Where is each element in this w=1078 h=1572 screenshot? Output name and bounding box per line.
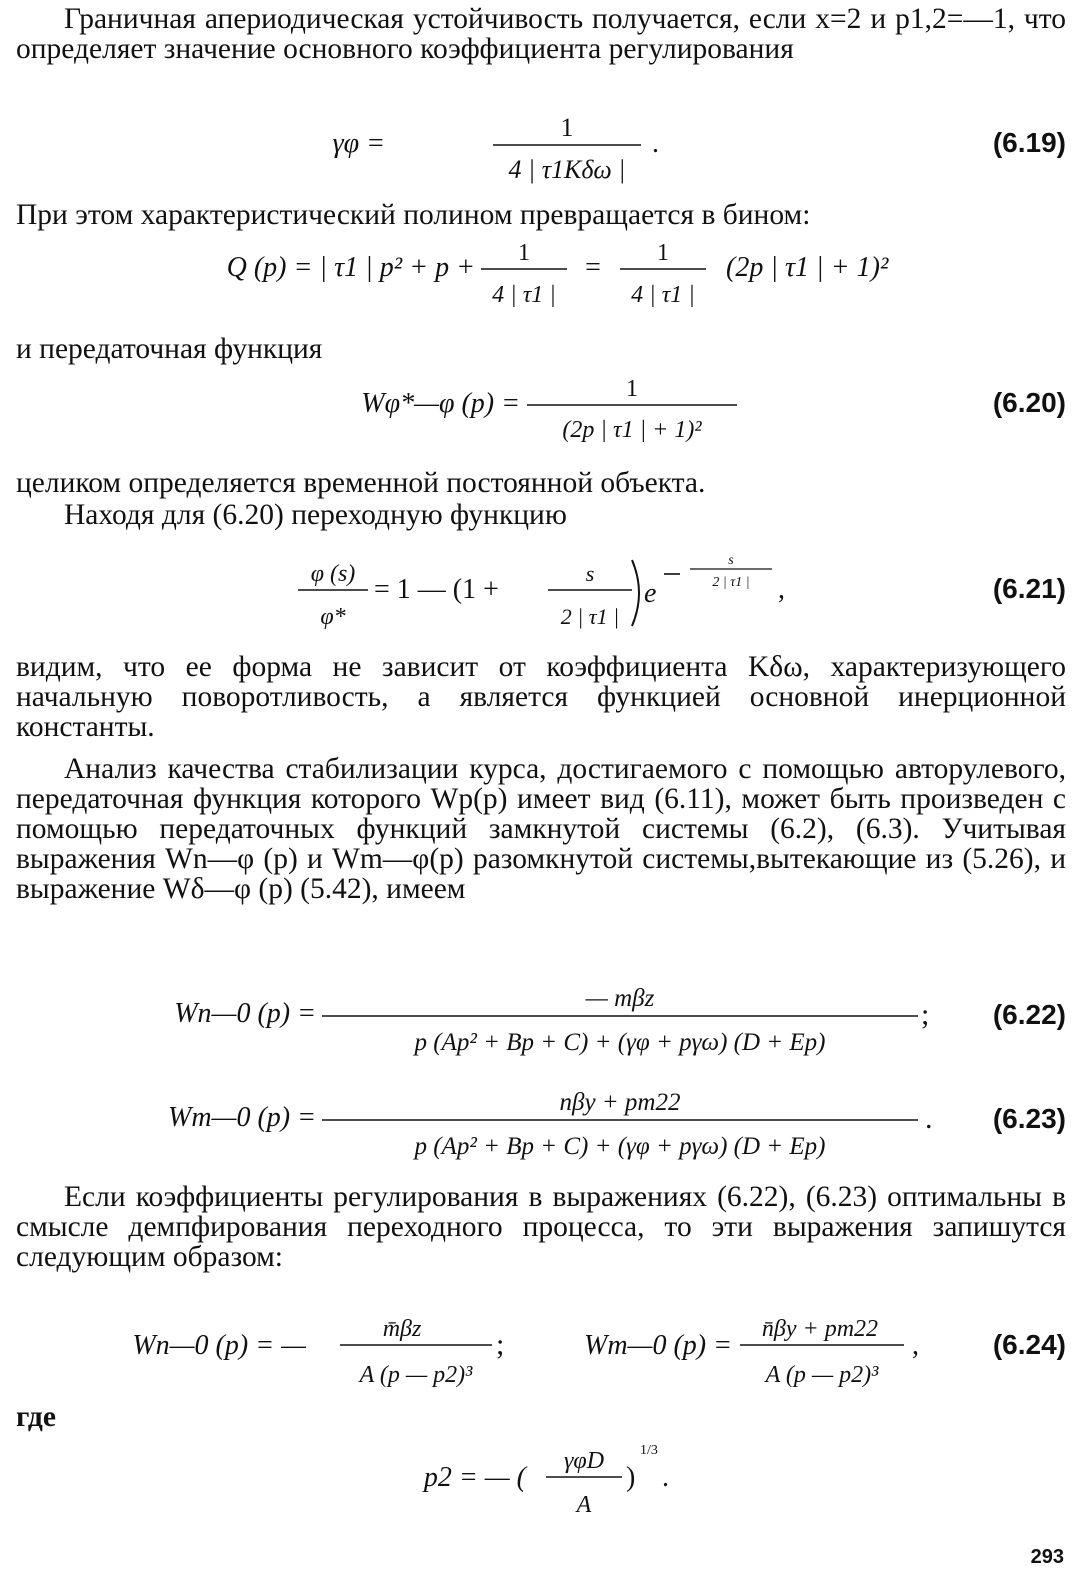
paragraph-2: При этом характеристический полином превращается в бином: (16, 199, 811, 231)
page-number: 293 (1030, 1546, 1064, 1568)
equation-6-21 (0, 548, 1078, 648)
eq620-label: (6.20) (992, 387, 1066, 418)
eq621-tail: , (778, 574, 785, 605)
paragraph-3: и передаточная функция (16, 333, 323, 365)
eq623-label: (6.23) (992, 1103, 1066, 1134)
eq624-lhs1: Wn—0 (p) = — (132, 1330, 306, 1361)
eq623-tail: . (925, 1102, 933, 1135)
eqQ-den2: 4 | τ1 | (631, 282, 695, 308)
eq624-sep: ; (496, 1328, 505, 1361)
equation-6-24 (0, 1302, 1078, 1394)
eq622-tail: ; (921, 998, 930, 1031)
eqQ-den1: 4 | τ1 | (492, 282, 556, 308)
eq624-num1: m̄βz (382, 1316, 422, 1342)
paragraph-5: Находя для (6.20) переходную функцию (64, 499, 567, 531)
eqp2-denominator: A (576, 1492, 592, 1518)
eq621-label: (6.21) (992, 573, 1066, 604)
equation-6-19 (0, 108, 1078, 188)
eq619-tail: . (652, 128, 659, 159)
eq623-lhs: Wm—0 (p) = (168, 1102, 316, 1133)
eq620-denominator: (2p | τ1 | + 1)² (562, 417, 702, 443)
eq619-lhs: γφ = (332, 128, 385, 159)
eq621-inner-den: 2 | τ1 | (560, 604, 620, 629)
eq624-label: (6.24) (992, 1329, 1066, 1360)
eq622-lhs: Wn—0 (p) = (174, 998, 316, 1029)
eq624-den2: A (p — p2)³ (765, 1362, 879, 1388)
equation-p2 (0, 1430, 1078, 1530)
eq624-den1: A (p — p2)³ (359, 1362, 473, 1388)
eq623-numerator: nβy + pm22 (559, 1089, 681, 1116)
eqQ-lhs: Q (p) = | τ1 | p² + p + (226, 252, 475, 283)
eqQ-num1: 1 (518, 240, 530, 266)
eqp2-rhs: ) (626, 1462, 636, 1493)
eq622-numerator: — mβz (585, 985, 655, 1012)
eq621-rhs: = 1 — (1 + (374, 574, 499, 605)
eq624-num2: n̄βy + pm22 (761, 1316, 879, 1342)
eq623-denominator: p (Ap² + Bp + C) + (γφ + pγω) (D + Ep) (414, 1133, 826, 1160)
eq619-numerator: 1 (560, 113, 574, 142)
eq619-denominator: 4 | τ1Kδω | (508, 155, 626, 184)
eq621-inner-num: s (585, 561, 595, 586)
eq621-lhs-num: φ (s) (310, 561, 356, 587)
eq620-numerator: 1 (626, 376, 638, 402)
eq619-label: (6.19) (992, 127, 1066, 158)
equation-6-22 (0, 978, 1078, 1060)
equation-6-20 (0, 366, 1078, 446)
eqp2-tail: . (662, 1462, 669, 1493)
eq620-lhs: Wφ*—φ (p) = (361, 388, 520, 419)
paragraph-4: целиком определяется временной постоянной объекта. (16, 467, 706, 499)
eqp2-lhs: p2 = — ( (423, 1462, 526, 1493)
eq621-exp-base: e (644, 578, 657, 609)
eqp2-exponent: 1/3 (640, 1443, 658, 1458)
eqp2-numerator: γφD (563, 1448, 605, 1474)
equation-6-23 (0, 1080, 1078, 1162)
paragraph-9: где (16, 1401, 56, 1433)
eq624-lhs2: Wm—0 (p) = (584, 1330, 732, 1361)
eq621-exp-den: 2 | τ1 | (712, 575, 750, 590)
eq622-denominator: p (Ap² + Bp + C) + (γφ + pγω) (D + Ep) (414, 1029, 826, 1056)
eq621-exp-num: s (728, 553, 734, 568)
equation-Q (0, 232, 1078, 312)
eqQ-num2: 1 (657, 240, 669, 266)
paragraph-6: видим, что ее форма не зависит от коэффициента Kδω, характеризующего начальную поворотливость, а является функцией основной инерционной константы. (16, 651, 1066, 743)
paragraph-8: Если коэффициенты регулирования в выражениях (6.22), (6.23) оптимальны в смысле демпфирования переходного процесса, то эти выражения запишутся следующим образом: (16, 1181, 1066, 1273)
eqQ-mid: = (585, 252, 601, 283)
eqQ-tail: (2p | τ1 | + 1)² (726, 252, 889, 283)
eq624-tail: , (912, 1330, 919, 1361)
paragraph-7: Анализ качества стабилизации курса, достигаемого с помощью авторулевого, передаточная функция которого Wр(p) имеет вид (6.11), может быть произведен с помощью передаточных функций замкнутой системы (6.2), (6.3). Учитывая выражения Wn—φ (p) и Wm—φ(p) разомкнутой системы,вытекающие из (5.26), и выражение Wδ—φ (p) (5.42), имеем (16, 753, 1066, 905)
eq621-lhs-den: φ* (320, 604, 346, 630)
eq622-label: (6.22) (992, 999, 1066, 1030)
paragraph-1: Граничная апериодическая устойчивость получается, если x=2 и p1,2=—1, что определяет значение основного коэффициента регулирования (16, 3, 1066, 65)
eq621-right-paren (632, 560, 639, 626)
